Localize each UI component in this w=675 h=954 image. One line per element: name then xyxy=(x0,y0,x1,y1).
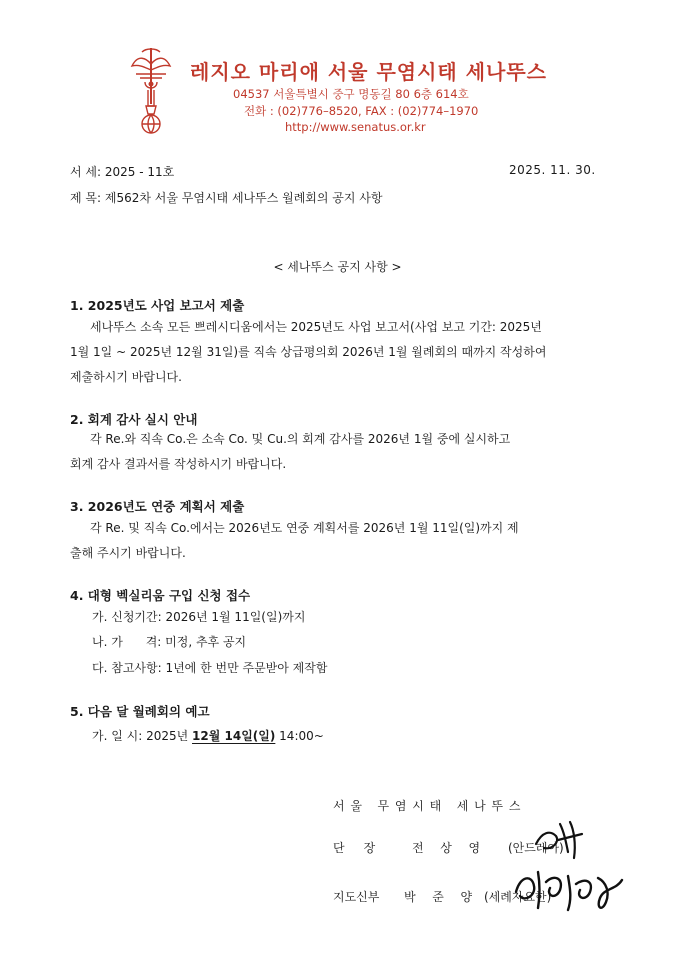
org-address: 04537 서울특별시 중구 명동길 80 6층 614호 xyxy=(233,87,469,101)
leader-name: 전 상 영 xyxy=(412,841,484,855)
section-1-line-3: 제출하시기 바랍니다. xyxy=(70,370,182,384)
director-signature-icon xyxy=(510,862,630,918)
notice-title: < 세나뚜스 공지 사항 > xyxy=(273,260,402,274)
org-website-link[interactable]: http://www.senatus.or.kr xyxy=(285,120,426,134)
document-subject: 제 목: 제562차 서울 무염시태 세나뚜스 월례회의 공지 사항 xyxy=(70,191,383,205)
section-4-item-3: 다. 참고사항: 1년에 한 번만 주문받아 제작함 xyxy=(92,661,328,675)
section-5-heading: 5. 다음 달 월례회의 예고 xyxy=(70,704,210,719)
signature-org: 서 울 무 염 시 태 세 나 뚜 스 xyxy=(333,799,522,813)
leader-signature-icon xyxy=(530,818,590,862)
director-baptismal-name: (세례자요한) xyxy=(484,890,552,904)
section-4-item-1: 가. 신청기간: 2026년 1월 11일(일)까지 xyxy=(92,610,306,624)
legion-emblem-icon xyxy=(128,44,174,136)
section-1-line-2: 1월 1일 ~ 2025년 12월 31일)를 직속 상급평의회 2026년 1월 월례회의 때까지 작성하여 xyxy=(70,345,547,359)
document-date: 2025. 11. 30. xyxy=(509,163,596,177)
document-number: 서 세: 2025 - 11호 xyxy=(70,165,175,179)
leader-baptismal-name: (안드레아) xyxy=(508,841,564,855)
meeting-time: 14:00~ xyxy=(275,729,324,743)
director-name: 박 준 양 xyxy=(404,890,476,904)
meeting-schedule xyxy=(92,724,324,749)
meeting-prefix: 가. 일 시: 2025년 xyxy=(92,729,193,743)
section-4-item-2: 나. 가 격: 미정, 추후 공지 xyxy=(92,635,247,649)
section-3-line-2: 출해 주시기 바랍니다. xyxy=(70,546,186,560)
section-3-line-1: 각 Re. 및 직속 Co.에서는 2026년도 연중 계획서를 2026년 1월 11일(일)까지 제 xyxy=(90,521,519,535)
director-role: 지도신부 xyxy=(333,890,380,904)
section-2-heading: 2. 회계 감사 실시 안내 xyxy=(70,412,198,427)
section-1-line-1: 세나뚜스 소속 모든 쁘레시디움에서는 2025년도 사업 보고서(사업 보고 기간: 2025년 xyxy=(90,320,542,334)
leader-role: 단 장 xyxy=(333,841,376,855)
section-3-heading: 3. 2026년도 연중 계획서 제출 xyxy=(70,499,245,514)
section-4-heading: 4. 대형 벡실리움 구입 신청 접수 xyxy=(70,588,251,603)
org-name: 레지오 마리애 서울 무염시태 세나뚜스 xyxy=(190,60,547,84)
section-2-line-1: 각 Re.와 직속 Co.은 소속 Co. 및 Cu.의 회계 감사를 2026년 1월 중에 실시하고 xyxy=(90,432,511,446)
meeting-date: 12월 14일(일) xyxy=(192,729,276,743)
section-1-heading: 1. 2025년도 사업 보고서 제출 xyxy=(70,298,245,313)
section-2-line-2: 회계 감사 결과서를 작성하시기 바랍니다. xyxy=(70,457,287,471)
org-phone: 전화 : (02)776–8520, FAX : (02)774–1970 xyxy=(244,104,479,118)
